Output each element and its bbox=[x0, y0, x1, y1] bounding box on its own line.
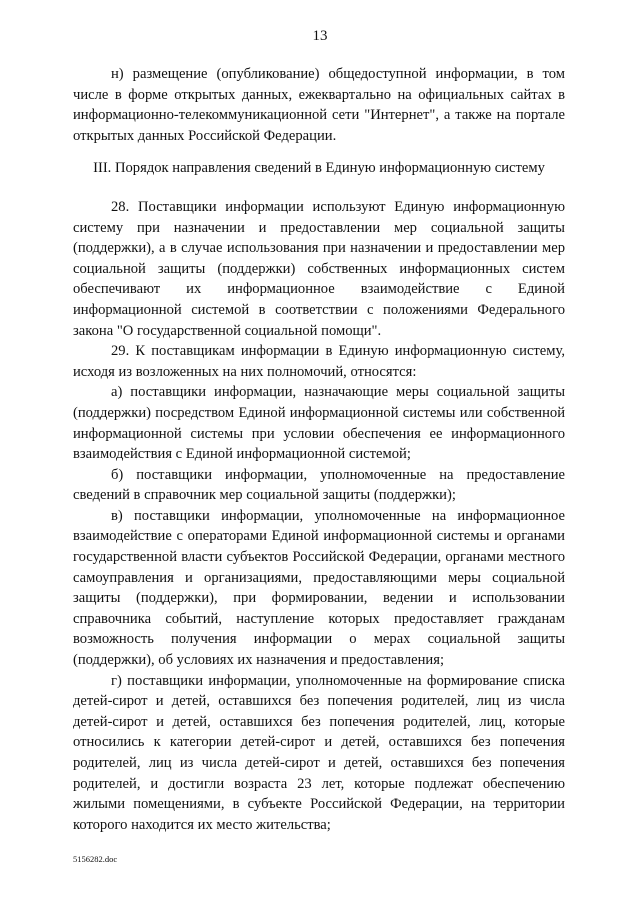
paragraph-29: 29. К поставщикам информации в Единую информационную систему, исходя из возложенных на них полномочий, относятся: bbox=[73, 343, 565, 380]
paragraph-29-g: г) поставщики информации, уполномоченные на формирование списка детей-сирот и детей, оставшихся без попечения родителей, лиц из числа детей-сирот и детей, оставшихся без попечения родителей, лиц, которые относились к категории детей-сирот и детей, оставшихся без попечения родителей, лиц из числа детей-сирот и детей, оставшихся без попечения родителей, и достигли возраста 23 лет, которые подлежат обеспечению жилыми помещениями, в субъекте Российской Федерации, на территории которого находится их место жительства; bbox=[73, 672, 565, 833]
document-body bbox=[73, 64, 565, 835]
paragraph-29-a: а) поставщики информации, назначающие меры социальной защиты (поддержки) посредством Единой информационной системы или собственной информационной системы при условии обеспечения ее информационного взаимодействия с Единой информационной системой; bbox=[73, 384, 565, 463]
paragraph-29-b: б) поставщики информации, уполномоченные на предоставление сведений в справочник мер социальной защиты (поддержки); bbox=[73, 466, 565, 504]
paragraph-28: 28. Поставщики информации используют Единую информационную систему при назначении и предоставлении мер социальной защиты (поддержки), а в случае использования при назначении и предоставлении мер социальной защиты (поддержки) собственных информационных систем обеспечивают их информационное взаимодействие с Единой информационной системой в соответствии с положениями Федерального закона "О государственной социальной помощи". bbox=[73, 198, 565, 339]
paragraph-29-v: в) поставщики информации, уполномоченные на информационное взаимодействие с операторами Единой информационной системы и органами государственной власти субъектов Российской Федерации, органами местного самоуправления и организациями, предоставляющими меры социальной защиты (поддержки), при формировании, ведении и использовании справочника событий, наступление которых предоставляет гражданам возможность получения информации о мерах социальной защиты (поддержки), об условиях их назначения и предоставления; bbox=[73, 507, 565, 669]
document-filename: 5156282.doc bbox=[73, 854, 118, 864]
page-number: 13 bbox=[312, 28, 328, 44]
section-heading: III. Порядок направления сведений в Единую информационную систему bbox=[93, 160, 545, 177]
paragraph-n-publication: н) размещение (опубликование) общедоступной информации, в том числе в форме открытых данных, ежеквартально на официальных сайтах в информационно-телекоммуникационной сети "Интернет", а также на портале открытых данных Российской Федерации. bbox=[73, 66, 565, 144]
